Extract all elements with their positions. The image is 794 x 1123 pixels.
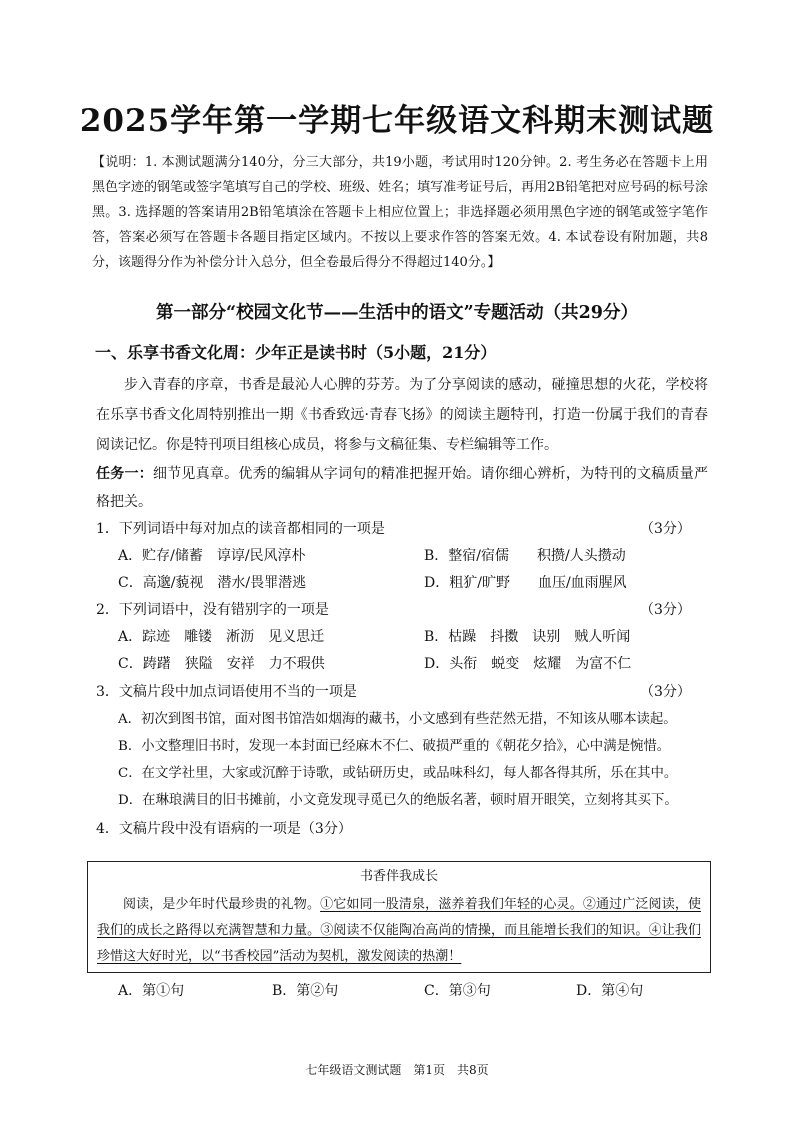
q1-option-d: D．粗犷/旷野 血压/血雨腥风 — [424, 575, 627, 591]
q2-option-c: C．踌躇 狭隘 安祥 力不瑕供 — [118, 656, 325, 672]
passage-text — [97, 892, 701, 970]
section1-title: 一、乐享书香文化周：少年正是读书时（5小题，21分） — [95, 343, 497, 362]
q1-stem: 1．下列词语中每对加点的读音都相同的一项是 — [96, 521, 385, 537]
passage-sentence-3: ③阅读不仅能陶冶高尚的情操，而且能增长我们的知识。 — [320, 923, 649, 938]
q1-option-c: C．高邈/藐视 潜水/畏罪潜逃 — [118, 575, 307, 591]
q4-option-b: B．第②句 — [272, 983, 339, 999]
q1-option-a: A．贮存/储蓄 谆谆/民风淳朴 — [118, 548, 306, 564]
passage-title: 书香伴我成长 — [359, 869, 438, 884]
part1-title: 第一部分“校园文化节——生活中的语文”专题活动（共29分） — [156, 303, 638, 323]
q2-score: （3分） — [640, 602, 691, 618]
passage-box — [87, 861, 711, 973]
page-footer: 七年级语文测试题 第1页 共8页 — [305, 1063, 489, 1077]
q2-stem: 2．下列词语中，没有错别字的一项是 — [96, 602, 329, 618]
task1-text: 细节见真章。优秀的编辑从字词句的精准把握开始。请你细心辨析，为特刊的文稿质量严格把关。 — [96, 466, 708, 510]
passage-sentence-2: ②通过广泛阅读，使我们的成长之路得以充满智慧和力量。 — [97, 897, 701, 938]
q2-option-d: D．头衔 蜕变 炫耀 为富不仁 — [424, 656, 632, 672]
q4-option-c: C．第③句 — [424, 983, 491, 999]
task1-paragraph — [96, 460, 708, 516]
q3-stem: 3．文稿片段中加点词语使用不当的一项是 — [96, 684, 357, 700]
passage-sentence-1: ①它如同一股清泉，滋养着我们年轻的心灵。 — [320, 897, 583, 912]
q3-option-d: D．在琳琅满目的旧书摊前，小文竟发现寻觅已久的绝版名著，顿时眉开眼笑，立刻将其买下。 — [118, 793, 678, 808]
task1-label: 任务一： — [96, 466, 153, 482]
q3-score: （3分） — [640, 684, 691, 700]
q3-option-c: C．在文学社里，大家或沉醉于诗歌，或钻研历史，或品味科幻，每人都各得其所，乐在其中。 — [118, 766, 678, 781]
instructions-note: 【说明：1. 本测试题满分140分，分三大部分，共19小题，考试用时120分钟。2. 考生务必在答题卡上用黑色字迹的钢笔或签字笔填写自己的学校、班级、姓名；填写准考证号后，再用2B铅笔把对应号码的标号涂黑。3. 选择题的答案请用2B铅笔填涂在答题卡上相应位置上；非选择题必须用黑色字迹的钢笔或签字笔作答，答案必须写在答题卡各题目指定区域内。不按以上要求作答的答案无效。4. 本试卷设有附加题，共8分，该题得分作为补偿分计入总分，但全卷最后得分不得超过140分。】 — [92, 155, 708, 270]
exam-title: 2025学年第一学期七年级语文科期末测试题 — [79, 103, 715, 139]
intro-paragraph: 步入青春的序章，书香是最沁人心脾的芬芳。为了分享阅读的感动，碰撞思想的火花，学校将在乐享书香文化周特别推出一期《书香致远·青春飞扬》的阅读主题特刊，打造一份属于我们的青春阅读记忆。你是特刊项目组核心成员，将参与文稿征集、专栏编辑等工作。 — [96, 377, 708, 453]
q4-stem: 4．文稿片段中没有语病的一项是（3分） — [96, 821, 352, 837]
q1-option-b: B．整宿/宿儒 积攒/人头攒动 — [424, 548, 626, 564]
q4-option-a: A．第①句 — [118, 983, 185, 999]
q2-option-a: A．踪迹 雕镂 淅沥 见义思迁 — [118, 629, 325, 645]
q4-option-d: D．第④句 — [576, 983, 644, 999]
q3-option-b: B．小文整理旧书时，发现一本封面已经麻木不仁、破损严重的《朝花夕拾》，心中满是惋惜。 — [118, 739, 671, 754]
q3-option-a: A．初次到图书馆，面对图书馆浩如烟海的藏书，小文感到有些茫然无措，不知该从哪本读起。 — [118, 712, 677, 727]
q2-option-b: B．枯躁 抖擞 诀别 贼人听闻 — [424, 629, 631, 645]
q1-score: （3分） — [640, 521, 691, 537]
passage-sentence-4: ④让我们珍惜这大好时光，以“书香校园”活动为契机，激发阅读的热潮！ — [97, 923, 701, 964]
passage-sentence-0: 阅读，是少年时代最珍贵的礼物。 — [123, 897, 321, 912]
